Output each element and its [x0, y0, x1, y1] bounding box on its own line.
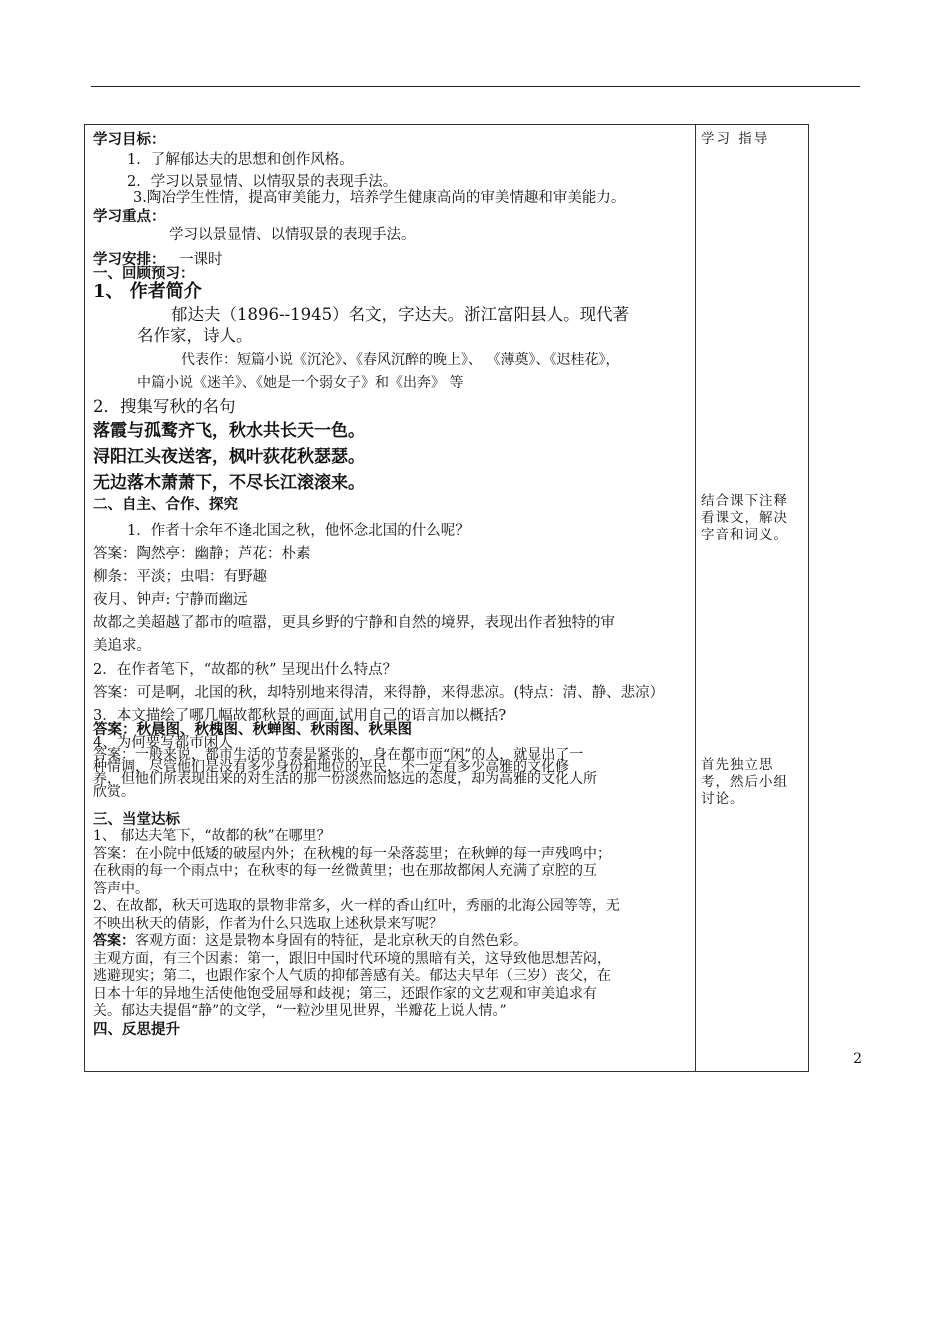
answer: 欣赏。: [93, 783, 135, 800]
answer-text: 客观方面：这是景物本身固有的特征，是北京秋天的自然色彩。: [135, 933, 527, 950]
answer: 答案：可是啊，北国的秋，却特别地来得清，来得静，来得悲凉。(特点：清、静、悲凉）: [93, 684, 665, 701]
review-heading: 一、回顾预习：: [93, 265, 195, 283]
guide-note: 首先独立思考，然后小组讨论。: [701, 756, 788, 807]
question: 2．在作者笔下，“故都的秋” 呈现出什么特点？: [93, 661, 398, 678]
goal-item: 3.陶冶学生性情，提高审美能力，培养学生健康高尚的审美情趣和审美能力。: [133, 189, 626, 206]
answer: 美追求。: [93, 638, 151, 655]
author-heading: 1、 作者简介: [93, 281, 202, 303]
verse-line: 落霞与孤鹜齐飞，秋水共长天一色。: [93, 421, 365, 442]
header-rule: [91, 86, 860, 87]
author-intro: 名作家，诗人。: [137, 326, 253, 345]
works-list: 中篇小说《迷羊》、《她是一个弱女子》和《出奔》 等: [137, 374, 464, 391]
schedule-heading: 学习安排：: [93, 250, 166, 268]
lesson-table: [84, 124, 809, 1072]
goal-item: 1．了解郁达夫的思想和创作风格。: [127, 152, 354, 169]
guide-note: 结合课下注释看课文，解决字音和词义。: [701, 492, 788, 543]
answer: 答声中。: [93, 880, 149, 897]
question: 1．作者十余年不逢北国之秋，他怀念北国的什么呢？: [127, 523, 470, 540]
answer: 答案：一般来说，都市生活的节奏是紧张的，身在都市而“闲”的人，就显出了一: [93, 746, 584, 763]
practice-heading: 三、当堂达标: [93, 810, 180, 828]
page-number: 2: [853, 1051, 862, 1067]
answer: 关。郁达夫提倡“静”的文学，“一粒沙里见世界，半瓣花上说人情。”: [93, 1003, 507, 1020]
focus-text: 学习以景显情、以情驭景的表现手法。: [169, 227, 416, 244]
main-column: [91, 127, 691, 1071]
question: 1、 郁达夫笔下，“故都的秋”在哪里？: [93, 828, 331, 845]
answer: 在秋雨的每一个雨点中；在秋枣的每一丝微黄里；也在那故都闲人充满了京腔的互: [93, 863, 597, 880]
answer: 答案：秋晨图、秋槐图、秋蝉图、秋雨图、秋果图: [93, 721, 412, 738]
answer: 主观方面，有三个因素：第一，跟旧中国时代环境的黑暗有关，这导致他思想苦闷，: [93, 950, 611, 967]
reflect-heading: 四、反思提升: [93, 1020, 180, 1038]
question: 4、为何要写都市闲人: [93, 734, 233, 751]
answer: 夜月、钟声: 宁静而幽远: [93, 591, 248, 608]
answer: 种情调，尽管他们是没有多少身份和地位的平民，不一定有多少高雅的文化修: [93, 759, 569, 776]
question: 不映出秋天的倩影，作者为什么只选取上述秋景来写呢？: [93, 915, 443, 932]
question: 3．本文描绘了哪几幅故都秋景的画面,试用自己的语言加以概括?: [93, 708, 507, 725]
author-intro: 郁达夫（1896--1945）名文，字达夫。浙江富阳县人。现代著: [171, 305, 630, 325]
schedule-text: 一课时: [179, 251, 223, 268]
guide-column: [701, 127, 805, 1071]
focus-heading: 学习重点：: [93, 208, 166, 226]
verse-line: 无边落木萧萧下，不尽长江滚滚来。: [93, 472, 365, 493]
answer: [93, 933, 527, 950]
answer: 日本十年的异地生活使他饱受屈辱和歧视；第三，还跟作家的文艺观和审美追求有: [93, 985, 597, 1002]
works-list: 代表作：短篇小说《沉沦》、《春风沉醉的晚上》、 《薄奠》、《迟桂花》，: [181, 351, 620, 368]
goals-heading: 学习目标：: [93, 131, 166, 149]
answer: 柳条：平淡；虫唱：有野趣: [93, 568, 267, 585]
answer: 逃避现实；第二，也跟作家个人气质的抑郁善感有关。郁达夫早年（三岁）丧父，在: [93, 968, 611, 985]
question: 2、在故都，秋天可选取的景物非常多，火一样的香山红叶，秀丽的北海公园等等，无: [93, 898, 620, 915]
answer: 答案：在小院中低矮的破屋内外；在秋槐的每一朵落蕊里；在秋蝉的每一声残鸣中；: [93, 845, 611, 862]
explore-heading: 二、自主、合作、探究: [93, 495, 238, 513]
answer: 养，但他们所表现出来的对生活的那一份淡然而悠远的态度，却为高雅的文化人所: [93, 771, 597, 788]
goal-item: 2．学习以景显情、以情驭景的表现手法。: [127, 174, 398, 191]
answer-label: 答案：: [93, 933, 135, 950]
column-divider: [695, 125, 696, 1071]
collect-heading: 2．搜集写秋的名句: [93, 397, 236, 417]
answer: 故都之美超越了都市的喧嚣，更具乡野的宁静和自然的境界，表现出作者独特的审: [93, 615, 615, 632]
verse-line: 浔阳江头夜送客，枫叶荻花秋瑟瑟。: [93, 446, 365, 467]
answer: 答案：陶然亭：幽静；芦花：朴素: [93, 545, 311, 562]
guide-title: 学习 指导: [701, 131, 770, 147]
